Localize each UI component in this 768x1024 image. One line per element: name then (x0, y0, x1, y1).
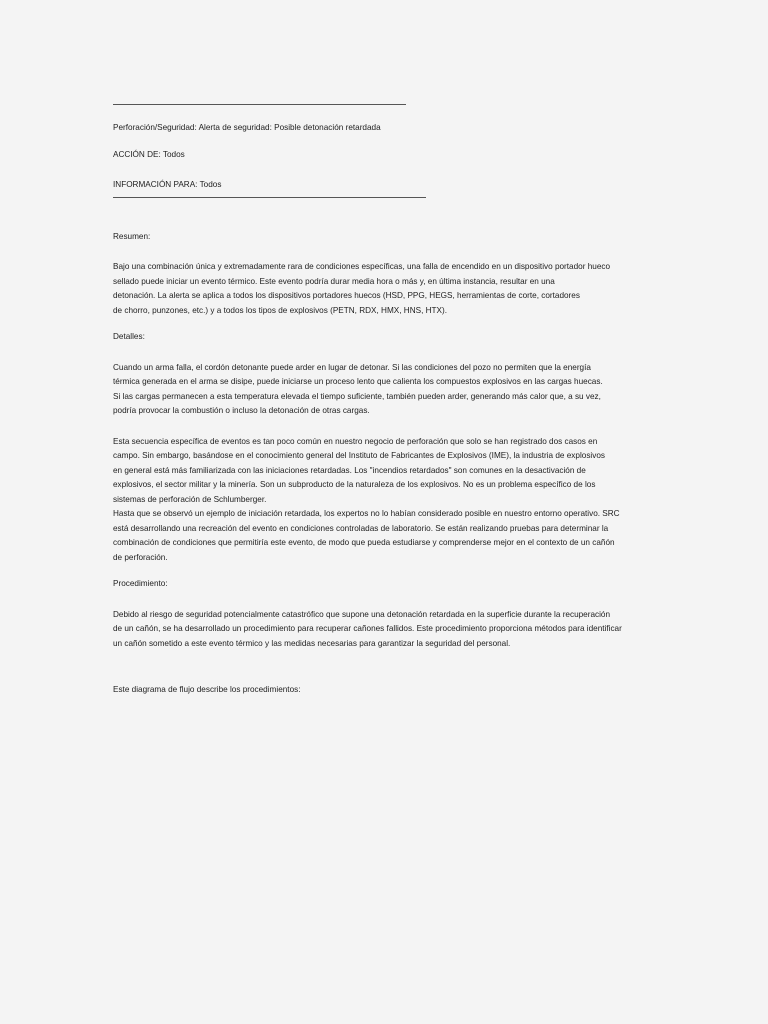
details-line: Esta secuencia específica de eventos es tan poco común en nuestro negocio de perforación que solo se han registrado dos casos en (113, 436, 598, 446)
details-line: de perforación. (113, 552, 168, 562)
details-line: Hasta que se observó un ejemplo de iniciación retardada, los expertos no lo habían considerado posible en nuestro entorno operativo. SRC (113, 509, 620, 518)
action-line: ACCIÓN DE: Todos (113, 149, 185, 159)
procedure-heading: Procedimiento: (113, 579, 168, 588)
details-line: sistemas de perforación de Schlumberger. (113, 494, 267, 504)
details-line: térmica generada en el arma se disipe, puede iniciarse un proceso lento que calienta los compuestos explosivos en las cargas huecas. (113, 377, 603, 386)
details-line: está desarrollando una recreación del evento en condiciones controladas de laboratorio. Se están realizando pruebas para determinar la (113, 523, 609, 533)
flow-diagram-intro: Este diagrama de flujo describe los procedimientos: (113, 685, 301, 694)
details-line: en general está más familiarizada con las iniciaciones retardadas. Los "incendios retardados" son comunes en la desactivación de (113, 465, 586, 475)
details-line: Cuando un arma falla, el cordón detonante puede arder en lugar de detonar. Si las condiciones del pozo no permiten que la energía (113, 362, 591, 372)
details-line: Si las cargas permanecen a esta temperatura elevada el tiempo suficiente, también pueden arder, generando más calor que, a su vez, (113, 391, 601, 401)
details-line: explosivos, el sector militar y la minería. Son un subproducto de la naturaleza de los explosivos. No es un problema específico de los (113, 480, 596, 489)
summary-heading: Resumen: (113, 231, 151, 241)
details-paragraph-3 (113, 507, 658, 565)
summary-line: de chorro, punzones, etc.) y a todos los tipos de explosivos (PETN, RDX, HMX, HNS, HTX). (113, 305, 447, 315)
procedure-line: de un cañón, se ha desarrollado un procedimiento para recuperar cañones fallidos. Este procedimiento proporciona métodos para identificar (113, 624, 622, 633)
info-line: INFORMACIÓN PARA: Todos (113, 180, 222, 189)
procedure-line: Debido al riesgo de seguridad potencialmente catastrófico que supone una detonación retardada en la superficie durante la recuperación (113, 609, 611, 619)
details-line: campo. Sin embargo, basándose en el conocimiento general del Instituto de Fabricantes de Explosivos (IME), la industria de explosivos (113, 451, 605, 460)
procedure-line: un cañón sometido a este evento térmico y las medidas necesarias para garantizar la seguridad del personal. (113, 638, 511, 648)
details-line: podría provocar la combustión o incluso la detonación de otras cargas. (113, 406, 370, 415)
details-line: combinación de condiciones que permitiría este evento, de modo que pueda estudiarse y comprenderse mejor en el contexto de un cañón (113, 538, 615, 547)
summary-paragraph (113, 260, 658, 318)
summary-line: sellado puede iniciar un evento térmico. Este evento podría durar media hora o más y, en última instancia, resultar en una (113, 276, 555, 286)
summary-line: Bajo una combinación única y extremadamente rara de condiciones específicas, una falla de encendido en un dispositivo portador hueco (113, 262, 611, 271)
summary-line: detonación. La alerta se aplica a todos los dispositivos portadores huecos (HSD, PPG, HEGS, herramientas de corte, cortadores (113, 291, 580, 300)
document-body (113, 98, 658, 698)
procedure-paragraph (113, 608, 658, 652)
subject-line: Perforación/Seguridad: Alerta de seguridad: Posible detonación retardada (113, 123, 381, 132)
details-paragraph-2 (113, 435, 658, 508)
details-heading: Detalles: (113, 332, 145, 341)
details-paragraph-1 (113, 361, 658, 419)
